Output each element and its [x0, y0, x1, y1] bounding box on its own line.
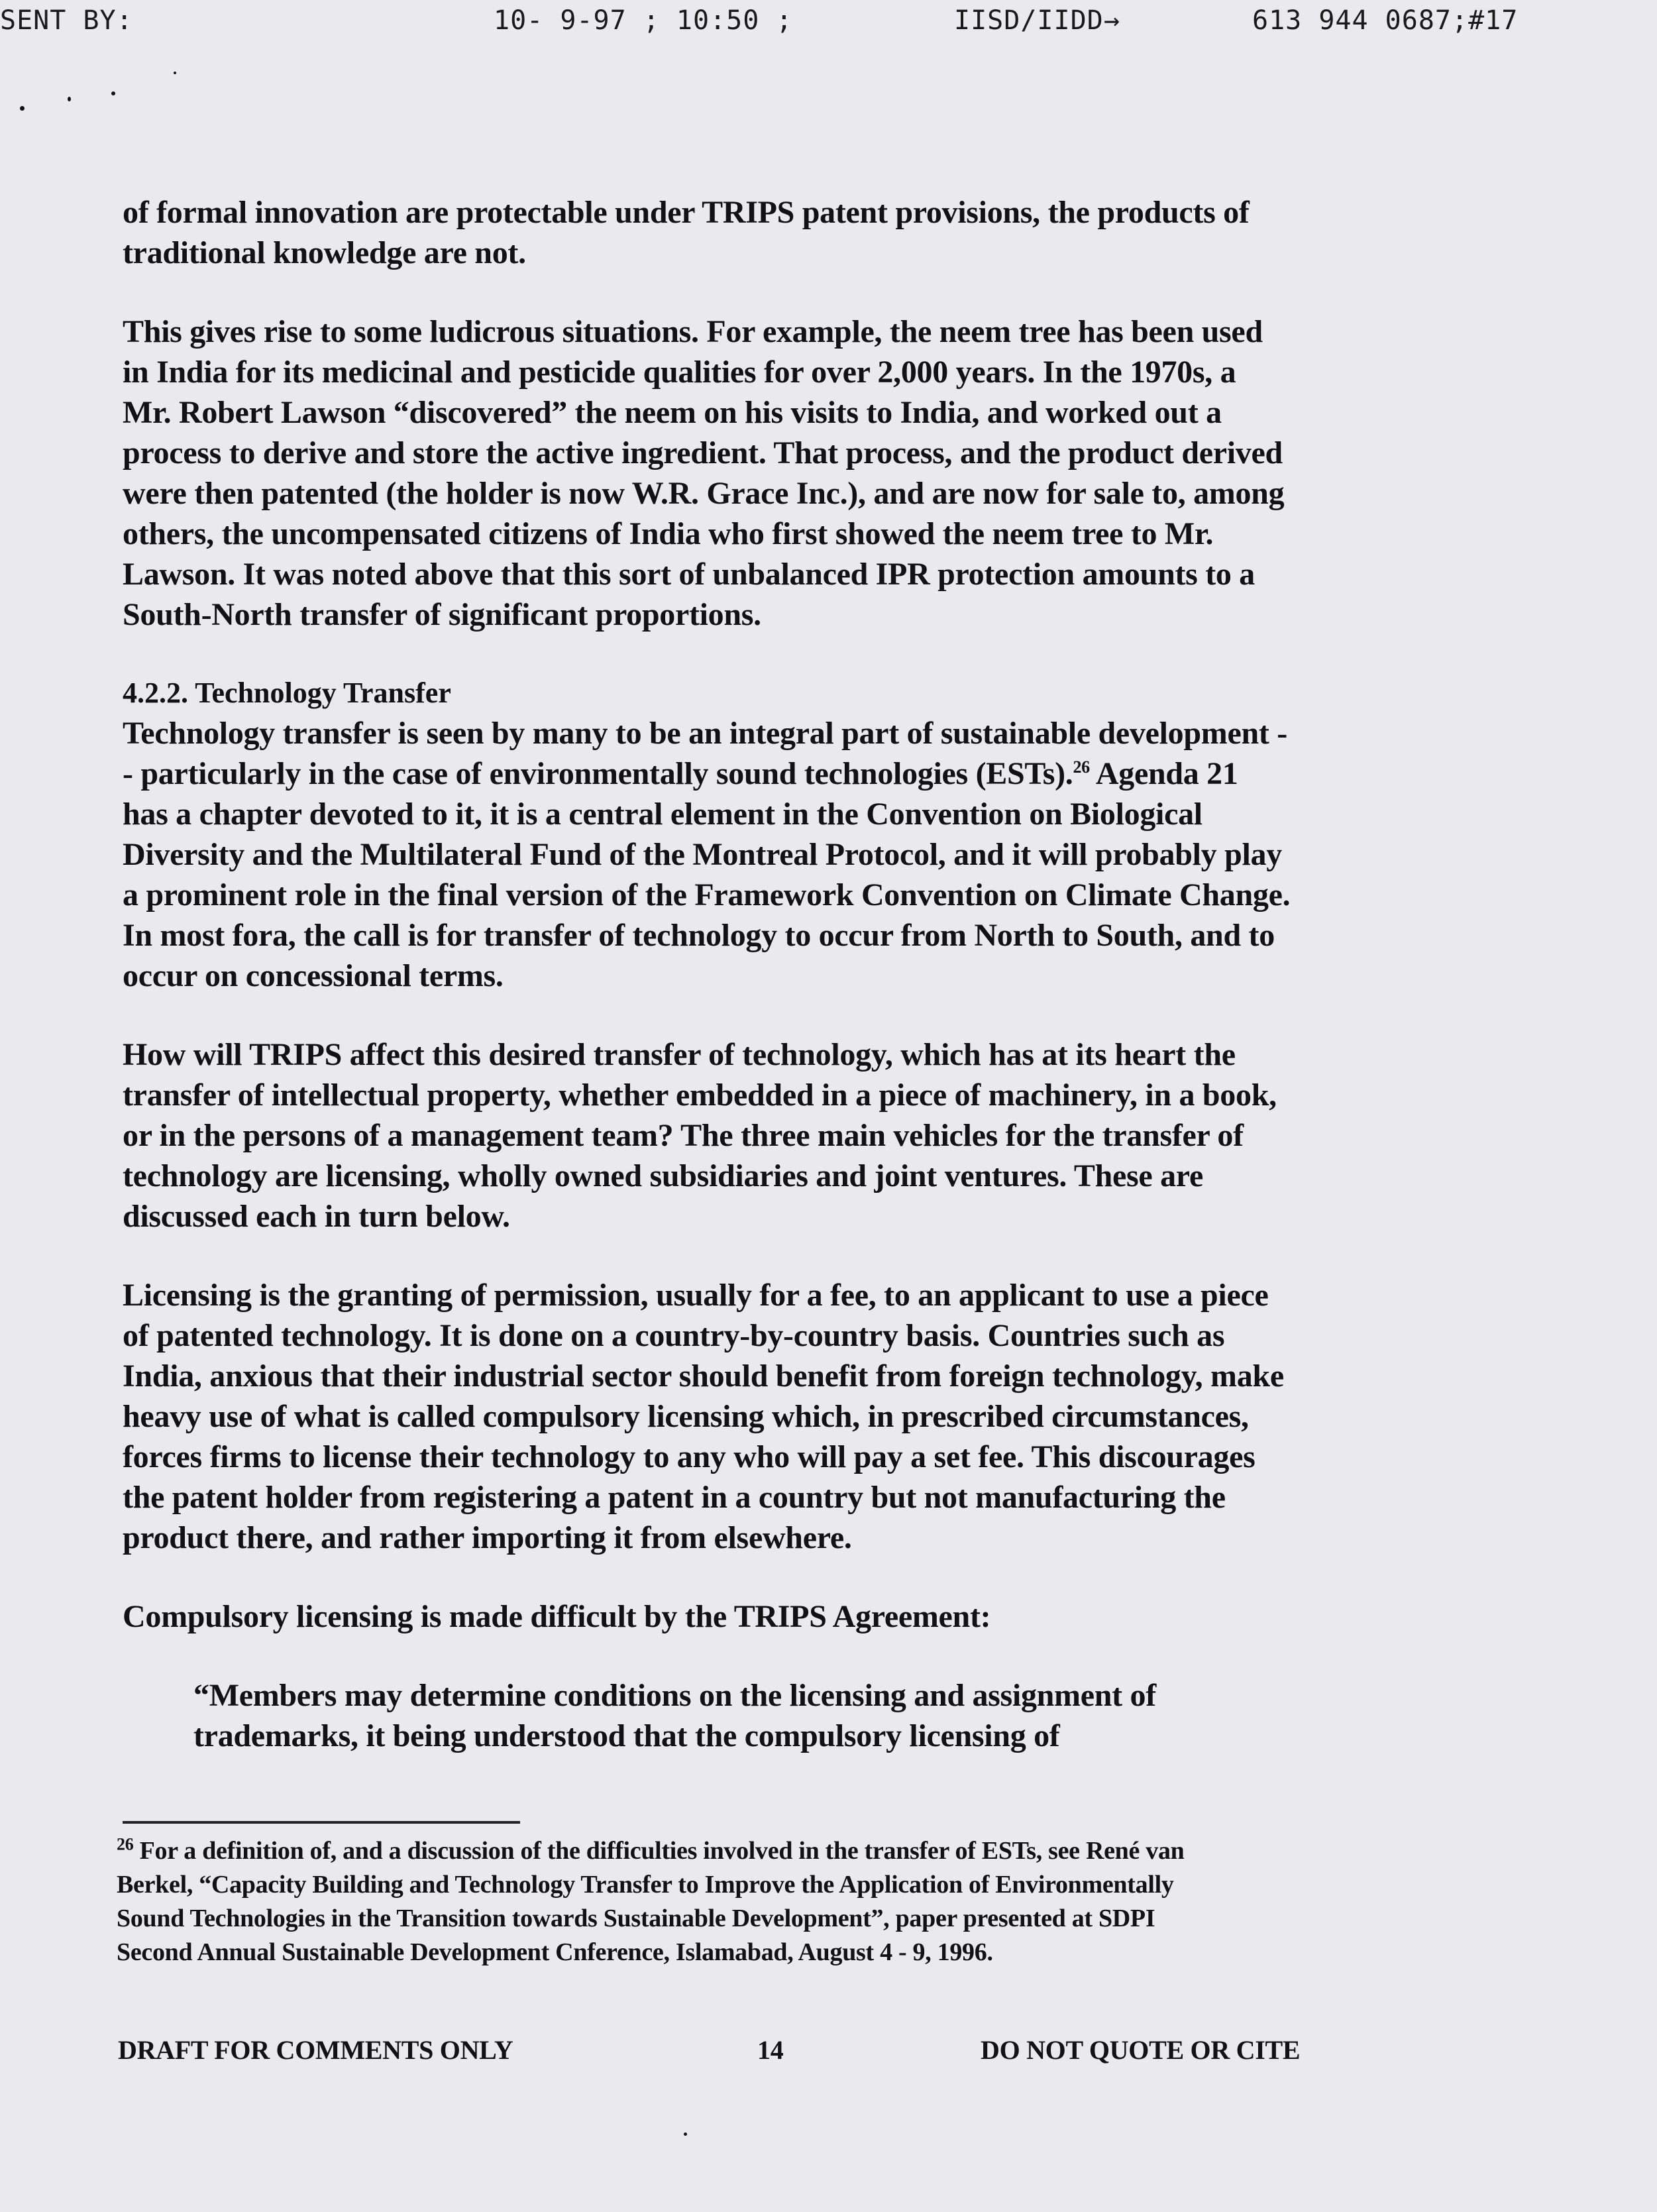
text-line: heavy use of what is called compulsory licensing which, in prescribed circumstances, [123, 1399, 1249, 1434]
footnote-reference: 26 [1073, 757, 1090, 777]
text-line: occur on concessional terms. [123, 958, 504, 993]
text-line: “Members may determine conditions on the licensing and assignment of [193, 1678, 1156, 1713]
text-line: product there, and rather importing it from elsewhere. [123, 1520, 852, 1555]
footer-draft-notice: DRAFT FOR COMMENTS ONLY [118, 2035, 513, 2065]
text-line: discussed each in turn below. [123, 1199, 510, 1234]
text-line: the patent holder from registering a patent in a country but not manufacturing the [123, 1480, 1226, 1515]
text-line: has a chapter devoted to it, it is a central element in the Convention on Biological [123, 797, 1203, 832]
footnote-line: Sound Technologies in the Transition towards Sustainable Development”, paper presented at SDPI [117, 1905, 1155, 1932]
page-number: 14 [757, 2035, 784, 2065]
footnote [117, 1834, 1468, 1969]
text-line: others, the uncompensated citizens of India who first showed the neem tree to Mr. [123, 516, 1214, 551]
page-footer [0, 2034, 1657, 2074]
text-fragment: For a definition of, and a discussion of the difficulties involved in the transfer of ESTs, see René van [133, 1837, 1185, 1865]
text-line: were then patented (the holder is now W.R. Grace Inc.), and are now for sale to, among [123, 476, 1285, 511]
text-line: In most fora, the call is for transfer of technology to occur from North to South, and to [123, 918, 1275, 953]
text-line: Diversity and the Multilateral Fund of the Montreal Protocol, and it will probably play [123, 837, 1282, 872]
text-line: technology are licensing, wholly owned subsidiaries and joint ventures. These are [123, 1158, 1203, 1193]
text-line: traditional knowledge are not. [123, 235, 526, 270]
text-line: a prominent role in the final version of the Framework Convention on Climate Change. [123, 877, 1291, 912]
text-line: How will TRIPS affect this desired transfer of technology, which has at its heart the [123, 1037, 1236, 1072]
text-line: Technology transfer is seen by many to be an integral part of sustainable development - [123, 716, 1287, 751]
text-line: Mr. Robert Lawson “discovered” the neem on his visits to India, and worked out a [123, 395, 1222, 430]
text-line-with-footnote-ref [123, 753, 1454, 794]
document-page-body [123, 192, 1454, 1756]
fax-date-time: 10- 9-97 ; 10:50 ; [494, 5, 793, 36]
footnote-line: Second Annual Sustainable Development Cnference, Islamabad, August 4 - 9, 1996. [117, 1938, 993, 1966]
text-line: in India for its medicinal and pesticide qualities for over 2,000 years. In the 1970s, a [123, 355, 1236, 390]
text-line: Licensing is the granting of permission, usually for a fee, to an applicant to use a piece [123, 1278, 1269, 1313]
footnote-separator [123, 1821, 520, 1824]
text-line: or in the persons of a management team? The three main vehicles for the transfer of [123, 1118, 1244, 1153]
text-line: Compulsory licensing is made difficult by the TRIPS Agreement: [123, 1599, 991, 1634]
paragraph-technology-transfer [123, 713, 1454, 996]
footer-do-not-cite: DO NOT QUOTE OR CITE [981, 2035, 1301, 2065]
paragraph [123, 1596, 1454, 1637]
section-heading: 4.2.2. Technology Transfer [123, 677, 451, 709]
text-fragment: Agenda 21 [1089, 756, 1238, 791]
text-line: trademarks, it being understood that the compulsory licensing of [193, 1718, 1060, 1753]
footnote-line: Berkel, “Capacity Building and Technology Transfer to Improve the Application of Environmentally [117, 1871, 1174, 1899]
text-line: of formal innovation are protectable under TRIPS patent provisions, the products of [123, 195, 1250, 230]
paragraph [123, 1034, 1454, 1237]
text-line: Lawson. It was noted above that this sort of unbalanced IPR protection amounts to a [123, 557, 1256, 592]
fax-sent-by: SENT BY: [0, 5, 133, 36]
paragraph [123, 1275, 1454, 1558]
block-quote [123, 1675, 1454, 1756]
text-line: India, anxious that their industrial sector should benefit from foreign technology, make [123, 1358, 1284, 1394]
text-line: This gives rise to some ludicrous situations. For example, the neem tree has been used [123, 314, 1263, 349]
footnote-number: 26 [117, 1834, 134, 1854]
text-fragment: - particularly in the case of environmentally sound technologies (ESTs). [123, 756, 1073, 791]
text-line: process to derive and store the active ingredient. That process, and the product derived [123, 435, 1283, 470]
text-line: South-North transfer of significant proportions. [123, 597, 761, 632]
footnote-line [117, 1834, 1468, 1868]
text-line: transfer of intellectual property, whether embedded in a piece of machinery, in a book, [123, 1078, 1277, 1113]
text-line: forces firms to license their technology to any who will pay a set fee. This discourages [123, 1439, 1256, 1474]
fax-number: 613 944 0687;#17 [1252, 5, 1519, 36]
fax-department: IISD/IIDD→ [954, 5, 1120, 36]
paragraph [123, 311, 1454, 635]
text-line: of patented technology. It is done on a country-by-country basis. Countries such as [123, 1318, 1225, 1353]
fax-transmission-header [0, 5, 1657, 45]
paragraph [123, 192, 1454, 273]
